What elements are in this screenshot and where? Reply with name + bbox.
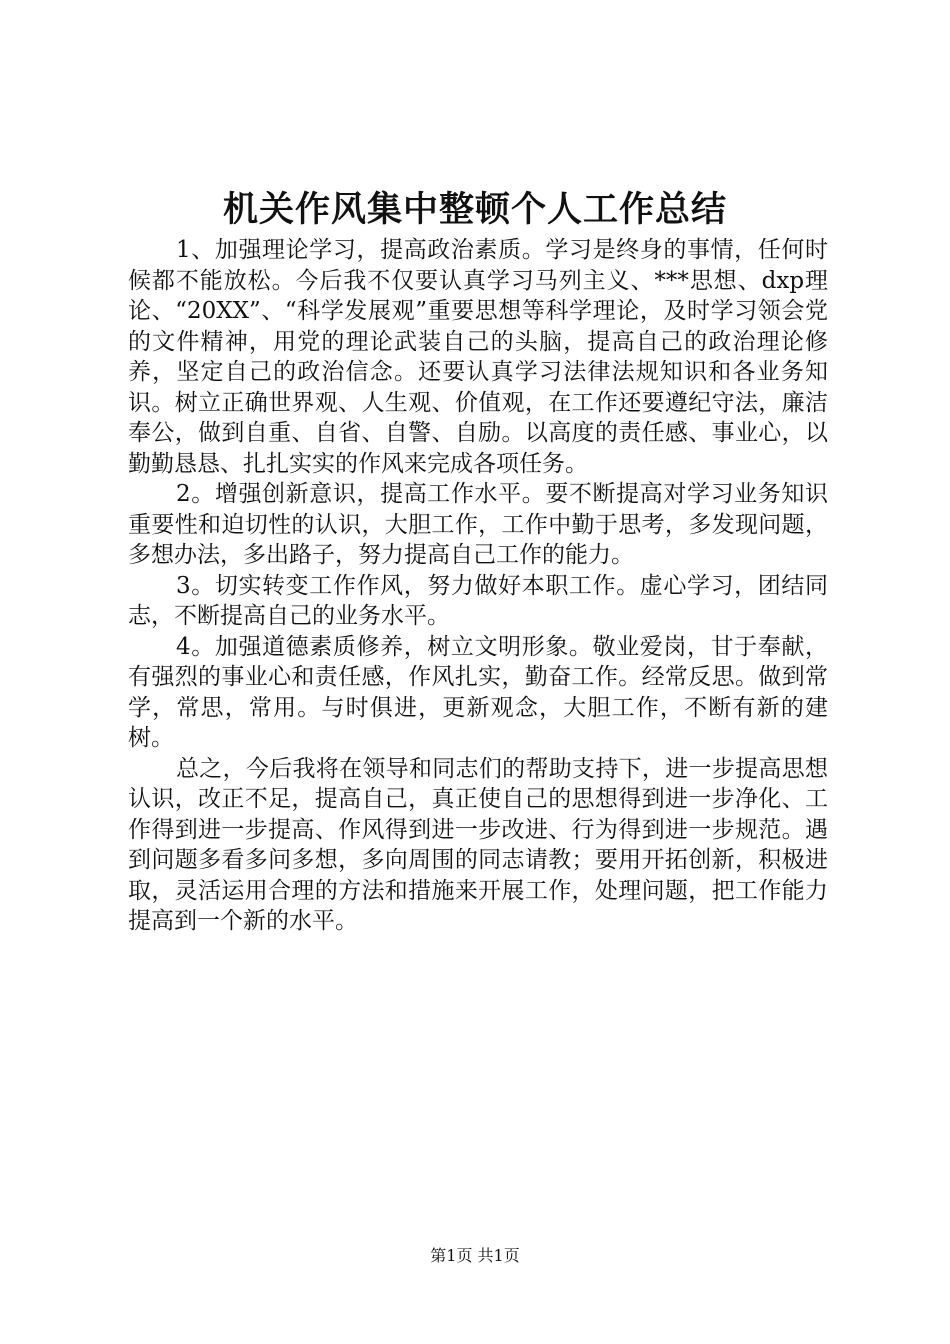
paragraph-work-style: 3。切实转变工作作风，努力做好本职工作。虚心学习，团结同志，不断提高自己的业务水平。	[128, 572, 828, 629]
document-title: 机关作风集中整顿个人工作总结	[222, 190, 727, 230]
paragraph-moral-quality: 4。加强道德素质修养，树立文明形象。敬业爱岗，甘于奉献，有强烈的事业心和责任感，作风扎实，勤奋工作。经常反思。做到常学，常思，常用。与时俱进，更新观念，大胆工作，不断有新的建树。	[128, 633, 828, 751]
document-body	[128, 235, 828, 937]
paragraph-innovation: 2。增强创新意识，提高工作水平。要不断提高对学习业务知识重要性和迫切性的认识，大胆工作，工作中勤于思考，多发现问题，多想办法，多出路子，努力提高自己工作的能力。	[128, 481, 828, 568]
paragraph-theory-study: 1、加强理论学习，提高政治素质。学习是终身的事情，任何时候都不能放松。今后我不仅要认真学习马列主义、***思想、dxp理论、“20XX”、“科学发展观”重要思想等科学理论，及时学习领会党的文件精神，用党的理论武装自己的头脑，提高自己的政治理论修养，坚定自己的政治信念。还要认真学习法律法规知识和各业务知识。树立正确世界观、人生观、价值观，在工作还要遵纪守法，廉洁奉公，做到自重、自省、自警、自励。以高度的责任感、事业心，以勤勤恳恳、扎扎实实的作风来完成各项任务。	[128, 237, 828, 477]
paragraph-conclusion: 总之，今后我将在领导和同志们的帮助支持下，进一步提高思想认识，改正不足，提高自己，真正使自己的思想得到进一步净化、工作得到进一步提高、作风得到进一步改进、行为得到进一步规范。遇到问题多看多问多想，多向周围的同志请教；要用开拓创新，积极进取，灵活运用合理的方法和措施来开展工作，处理问题，把工作能力提高到一个新的水平。	[128, 755, 828, 934]
page-footer: 第1页 共1页	[430, 1246, 520, 1265]
